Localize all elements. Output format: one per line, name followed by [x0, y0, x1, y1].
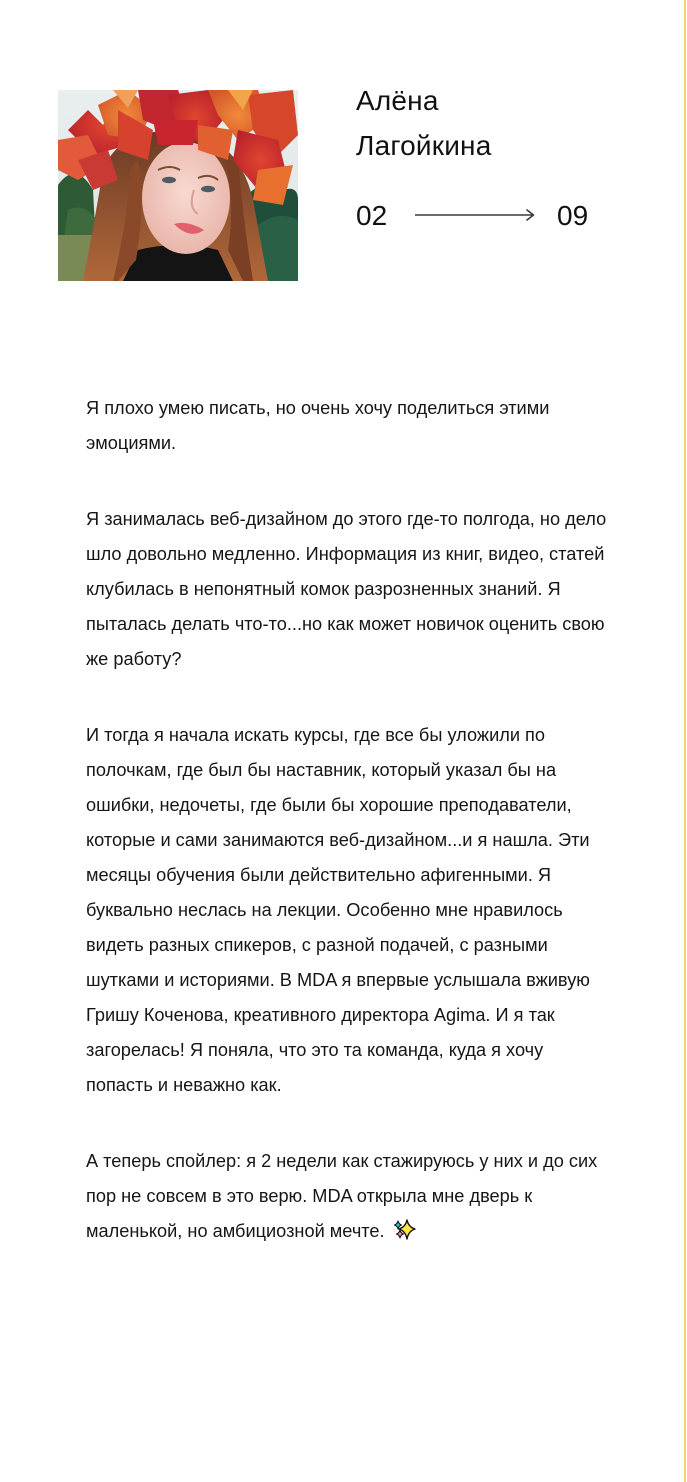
course-period — [356, 196, 616, 236]
person-name — [356, 78, 491, 168]
story-paragraph-2: Я занималась веб-дизайном до этого где-то полгода, но дело шло довольно медленно. Информация из книг, видео, статей клубилась в непонятный комок разрозненных знаний. Я пыталась делать что-то...но как может новичок оценить свою же работу? — [86, 509, 607, 669]
story-paragraph-4 — [86, 1144, 611, 1249]
period-end: 09 — [557, 200, 589, 231]
period-start: 02 — [356, 200, 388, 231]
sparkles-icon — [392, 1218, 418, 1242]
story-paragraph-4-text: А теперь спойлер: я 2 недели как стажируюсь у них и до сих пор не совсем в это верю. MDA открыла мне дверь к маленькой, но амбициозной мечте. — [86, 1151, 598, 1241]
story-paragraph-3: И тогда я начала искать курсы, где все бы уложили по полочкам, где был бы наставник, который указал бы на ошибки, недочеты, где были бы хорошие преподаватели, которые и сами занимаются веб-дизайном...и я нашла. Эти месяцы обучения были действительно афигенными. Я буквально неслась на лекции. Особенно мне нравилось видеть разных спикеров, с разной подачей, с разными шутками и историями. В MDA я впервые услышала вживую Гришу Коченова, креативного директора Agima. И я так загорелась! Я поняла, что это та команда, куда я хочу попасть и неважно как. — [86, 725, 590, 1095]
story-paragraph-1: Я плохо умею писать, но очень хочу поделиться этими эмоциями. — [86, 398, 550, 453]
first-name: Алёна — [356, 85, 439, 116]
last-name: Лагойкина — [356, 130, 492, 161]
right-edge-accent-line — [684, 0, 686, 1482]
profile-photo — [58, 90, 298, 281]
testimonial-text — [86, 391, 611, 1249]
long-right-arrow-icon — [415, 209, 535, 221]
